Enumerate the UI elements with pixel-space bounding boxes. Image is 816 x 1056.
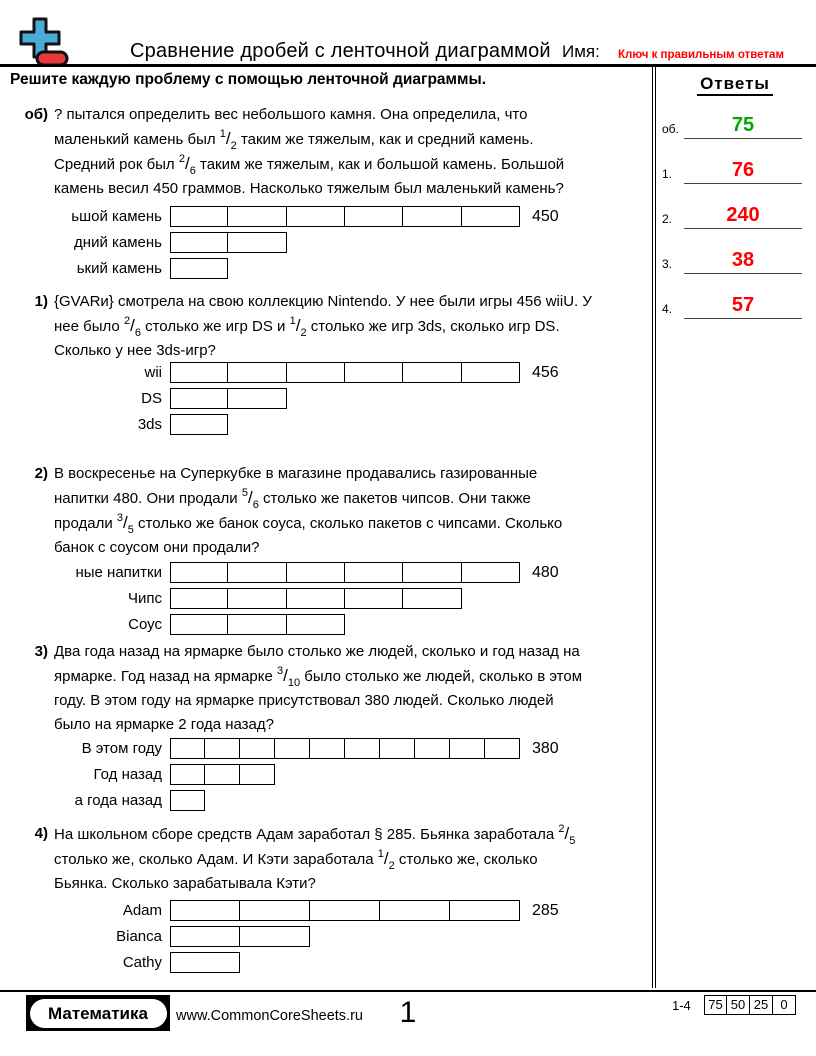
tape-total-value: 380 (532, 740, 559, 757)
problem-number: 1) (34, 293, 48, 310)
fraction: $^1/_2$ (289, 315, 307, 339)
tape-row-label: wii (144, 364, 162, 381)
tape-cell (310, 738, 345, 759)
tape-cells (170, 588, 462, 609)
tape-row (30, 588, 650, 609)
tape-row-label: дний камень (74, 234, 162, 251)
tape-cell (485, 738, 520, 759)
tape-cell (228, 388, 286, 409)
tape-row-label: В этом году (81, 740, 162, 757)
tape-row (30, 414, 650, 435)
tape-row (30, 562, 650, 583)
tape-cell (403, 362, 461, 383)
tape-cell (170, 764, 205, 785)
tape-cell (228, 362, 286, 383)
answer-row-2 (662, 201, 808, 229)
tape-cell (415, 738, 450, 759)
tape-cell (287, 588, 345, 609)
tape-row (30, 926, 650, 947)
tape-cell (345, 562, 403, 583)
tape-diagram (30, 362, 650, 440)
tape-cell (462, 206, 520, 227)
tape-row-label: DS (141, 390, 162, 407)
tape-cell (403, 206, 461, 227)
tape-diagram (30, 900, 650, 978)
tape-cell (345, 588, 403, 609)
score-cell: 50 (727, 995, 750, 1015)
tape-cells (170, 790, 205, 811)
answers-column-divider (652, 67, 656, 988)
tape-cell (170, 206, 228, 227)
answer-row-4 (662, 291, 808, 319)
answer-row-3 (662, 246, 808, 274)
tape-row-label: ький камень (76, 260, 162, 277)
tape-cell (345, 738, 380, 759)
fraction: $^1/_2$ (219, 128, 237, 152)
answer-label: об. (662, 122, 679, 136)
tape-total-value: 285 (532, 902, 559, 919)
tape-cells (170, 206, 520, 227)
score-range-label: 1-4 (672, 998, 691, 1013)
tape-cell (205, 764, 240, 785)
tape-diagram (30, 738, 650, 816)
answer-value: 76 (731, 159, 755, 181)
problem-number: 2) (34, 465, 48, 482)
instruction-text: Решите каждую проблему с помощью ленточной диаграммы. (10, 71, 487, 88)
tape-row (30, 362, 650, 383)
score-cell: 25 (750, 995, 773, 1015)
tape-cells (170, 362, 520, 383)
tape-cell (170, 562, 228, 583)
tape-cell (228, 614, 286, 635)
tape-cell (228, 588, 286, 609)
tape-cell (170, 232, 228, 253)
tape-cell (170, 952, 240, 973)
tape-row-label: ьшой камень (71, 208, 162, 225)
site-url: www.CommonCoreSheets.ru (176, 1008, 363, 1024)
tape-row (30, 952, 650, 973)
tape-cell (450, 738, 485, 759)
problem-text: На школьном сборе средств Адам заработал § 285. Бьянка заработала $^2/_5$ столько же, сколько Адам. И Кэти заработала $^1/_2$ столько же, сколько Бьянка. Сколько зарабатывала Кэти? (54, 823, 576, 892)
tape-cell (287, 614, 345, 635)
footer-divider (0, 990, 816, 992)
fraction: $^3/_{10}$ (277, 665, 301, 689)
tape-row-label: а года назад (74, 792, 162, 809)
tape-cell (170, 790, 205, 811)
problem-number: 4) (34, 825, 48, 842)
score-cell: 0 (773, 995, 796, 1015)
tape-row (30, 232, 650, 253)
tape-row (30, 388, 650, 409)
tape-row (30, 614, 650, 635)
answer-line (684, 157, 802, 184)
fraction: $^2/_6$ (123, 315, 141, 339)
tape-cells (170, 900, 520, 921)
answers-heading: Ответы (660, 74, 810, 94)
tape-cell (462, 562, 520, 583)
name-label: Имя: (562, 42, 600, 61)
problem-number: об) (24, 106, 48, 123)
tape-cell (240, 738, 275, 759)
tape-row-label: Год назад (93, 766, 162, 783)
tape-cell (205, 738, 240, 759)
tape-row-label: Соус (128, 616, 162, 633)
problem-text: {GVARи} смотрела на свою коллекцию Nintendo. У нее были игры 456 wiiU. У нее было $^2/_6$ столько же игр DS и $^1/_2$ столько же игр 3ds, сколько игр DS. Сколько у нее 3ds-игр? (54, 293, 592, 359)
tape-cell (170, 362, 228, 383)
answer-label: 4. (662, 302, 673, 316)
tape-cell (345, 362, 403, 383)
tape-cell (380, 900, 450, 921)
tape-cells (170, 388, 287, 409)
page-title: Сравнение дробей с ленточной диаграммой (130, 40, 551, 62)
fraction: $^2/_6$ (178, 153, 196, 177)
tape-cell (228, 206, 286, 227)
tape-diagram (30, 562, 650, 640)
tape-cell (240, 926, 310, 947)
answer-line (684, 292, 802, 319)
tape-cells (170, 926, 310, 947)
tape-row-label: Чипс (128, 590, 162, 607)
brand-badge (26, 995, 170, 1031)
tape-row (30, 738, 650, 759)
tape-cells (170, 952, 240, 973)
answer-key-label: Ключ к правильным ответам (618, 49, 784, 61)
tape-row-label: Bianca (116, 928, 162, 945)
answer-value: 240 (726, 204, 760, 226)
tape-cell (310, 900, 380, 921)
tape-cells (170, 414, 228, 435)
tape-cell (345, 206, 403, 227)
tape-cell (287, 206, 345, 227)
tape-cell (170, 388, 228, 409)
score-table (704, 995, 796, 1015)
tape-total-value: 450 (531, 208, 559, 225)
answer-line (684, 112, 802, 139)
page-number: 1 (399, 996, 417, 1029)
answer-row-ob (662, 111, 808, 139)
problem-number: 3) (34, 643, 48, 660)
tape-cell (287, 562, 345, 583)
tape-cell (228, 562, 286, 583)
tape-row (30, 900, 650, 921)
header-divider (0, 64, 816, 67)
tape-row (30, 258, 650, 279)
tape-diagram (30, 206, 650, 284)
tape-row-label: ные напитки (75, 564, 162, 581)
tape-total-value: 480 (531, 564, 559, 581)
tape-cell (240, 764, 275, 785)
tape-cell (275, 738, 310, 759)
answer-label: 2. (662, 212, 673, 226)
answer-label: 3. (662, 257, 673, 271)
fraction: $^5/_6$ (241, 487, 259, 511)
answer-value: 57 (731, 294, 755, 316)
fraction: $^3/_5$ (116, 512, 134, 536)
fraction: $^2/_5$ (558, 823, 576, 847)
tape-cell (170, 614, 228, 635)
tape-cells (170, 614, 345, 635)
problem-text: Два года назад на ярмарке было столько же людей, сколько и год назад на ярмарке. Год назад на ярмарке $^3/_{10}$ было столько же людей, сколько в этом году. В этом году на ярмарке присутствовал 380 людей. Сколько людей было на ярмарке 2 года назад? (54, 643, 583, 733)
tape-cell (450, 900, 520, 921)
tape-cell (287, 362, 345, 383)
score-cell: 75 (704, 995, 727, 1015)
tape-cell (403, 588, 461, 609)
tape-cell (403, 562, 461, 583)
answer-line (684, 202, 802, 229)
problem-text: В воскресенье на Суперкубке в магазине продавались газированные напитки 480. Они продали $^5/_6$ столько же пакетов чипсов. Они также продали $^3/_5$ столько же банок соуса, сколько пакетов с чипсами. Сколько банок с соусом они продали? (54, 465, 563, 556)
answer-label: 1. (662, 167, 673, 181)
answer-value: 38 (731, 249, 755, 271)
tape-cell (170, 258, 228, 279)
tape-cell (170, 900, 240, 921)
tape-cell (170, 414, 228, 435)
tape-cell (380, 738, 415, 759)
answer-value: 75 (731, 114, 755, 136)
tape-cells (170, 232, 287, 253)
tape-cells (170, 258, 228, 279)
problem-text: ? пытался определить вес небольшого камня. Она определила, что маленький камень был $^1/_2$ таким же тяжелым, как и средний камень. Средний рок был $^2/_6$ таким же тяжелым, как и большой камень. Большой камень весил 450 граммов. Насколько тяжелым был маленький камень? (54, 106, 565, 197)
tape-cell (170, 926, 240, 947)
answer-row-1 (662, 156, 808, 184)
tape-cells (170, 562, 520, 583)
tape-row-label: Adam (122, 902, 162, 919)
tape-row (30, 764, 650, 785)
tape-cell (462, 362, 520, 383)
tape-cell (240, 900, 310, 921)
tape-cells (170, 764, 275, 785)
tape-row (30, 206, 650, 227)
plus-minus-logo-icon (14, 16, 70, 70)
tape-cell (228, 232, 286, 253)
tape-cell (170, 738, 205, 759)
tape-row (30, 790, 650, 811)
tape-row-label: Cathy (122, 954, 162, 971)
tape-cell (170, 588, 228, 609)
tape-total-value: 456 (531, 364, 559, 381)
tape-cells (170, 738, 520, 759)
answer-line (684, 247, 802, 274)
fraction: $^1/_2$ (377, 848, 395, 872)
tape-row-label: 3ds (137, 416, 162, 433)
brand-name: Математика (48, 1003, 148, 1023)
